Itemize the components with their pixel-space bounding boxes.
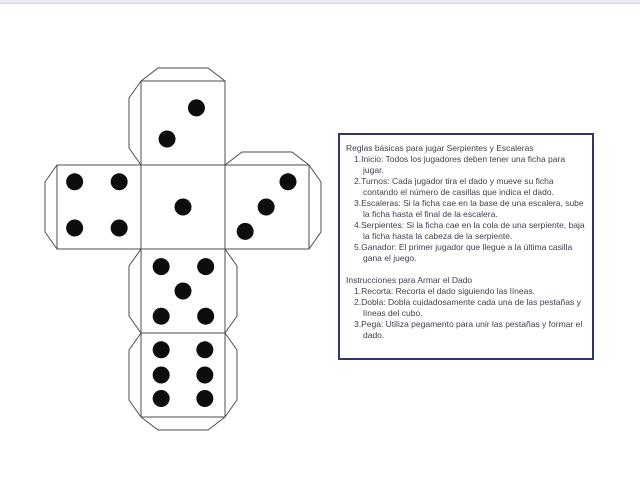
die-face-4 xyxy=(45,165,141,249)
pip xyxy=(153,308,170,325)
pip xyxy=(188,99,205,116)
glue-tab-left xyxy=(129,81,141,165)
die-face-2 xyxy=(129,68,225,165)
glue-tab-right xyxy=(225,249,237,333)
glue-tab-right xyxy=(225,333,237,417)
glue-tab-bottom xyxy=(141,417,225,430)
instruction-item: 1.Inicio: Todos los jugadores deben tener una ficha para jugar. xyxy=(354,154,566,175)
glue-tab-left xyxy=(129,333,141,417)
pip xyxy=(196,341,213,358)
pip xyxy=(153,341,170,358)
rules-section xyxy=(346,143,586,264)
instruction-item: 2.Turnos: Cada jugador tira el dado y mueve su ficha contando el número de casillas que indica el dado. xyxy=(354,176,554,197)
pip xyxy=(175,283,192,300)
pip xyxy=(197,258,214,275)
assembly-section xyxy=(346,275,586,341)
pip xyxy=(153,258,170,275)
assembly-list xyxy=(346,286,586,341)
die-face-3 xyxy=(225,152,321,249)
rules-list xyxy=(346,154,586,264)
pip xyxy=(153,390,170,407)
instruction-item: 2.Dobla: Dobla cuidadosamente cada una de las pestañas y líneas del cubo. xyxy=(354,297,581,318)
glue-tab-left xyxy=(129,249,141,333)
die-face-1 xyxy=(141,165,225,249)
instruction-item: 1.Recorta: Recorta el dado siguiendo las líneas. xyxy=(354,286,535,296)
pip xyxy=(153,367,170,384)
die-face-6 xyxy=(129,333,237,430)
pip xyxy=(159,130,176,147)
pip xyxy=(111,220,128,237)
face-outline xyxy=(141,81,225,165)
pip xyxy=(66,173,83,190)
assembly-title: Instrucciones para Armar el Dado xyxy=(346,275,473,285)
instruction-item: 5.Ganador: El primer jugador que llegue a la última casilla gana el juego. xyxy=(354,242,573,263)
instruction-item: 3.Escaleras: Si la ficha cae en la base de una escalera, sube la ficha hasta el final de la escalera. xyxy=(354,198,584,219)
glue-tab-right xyxy=(309,165,321,249)
pip xyxy=(111,173,128,190)
pip xyxy=(196,367,213,384)
instructions-panel xyxy=(338,133,594,360)
glue-tab-left xyxy=(45,165,57,249)
instruction-item: 3.Pega: Utiliza pegamento para unir las pestañas y formar el dado. xyxy=(354,319,583,340)
pip xyxy=(280,173,297,190)
pip xyxy=(175,199,192,216)
pip xyxy=(66,220,83,237)
rules-title: Reglas básicas para jugar Serpientes y Escaleras xyxy=(346,143,534,153)
glue-tab-top xyxy=(225,152,309,165)
die-face-5 xyxy=(129,249,237,333)
pip xyxy=(237,223,254,240)
instruction-item: 4.Serpientes: Si la ficha cae en la cola de una serpiente, baja la ficha hasta la cabeza de la serpiente. xyxy=(354,220,585,241)
glue-tab-top xyxy=(141,68,225,81)
pip xyxy=(196,390,213,407)
pip xyxy=(197,308,214,325)
pip xyxy=(258,199,275,216)
